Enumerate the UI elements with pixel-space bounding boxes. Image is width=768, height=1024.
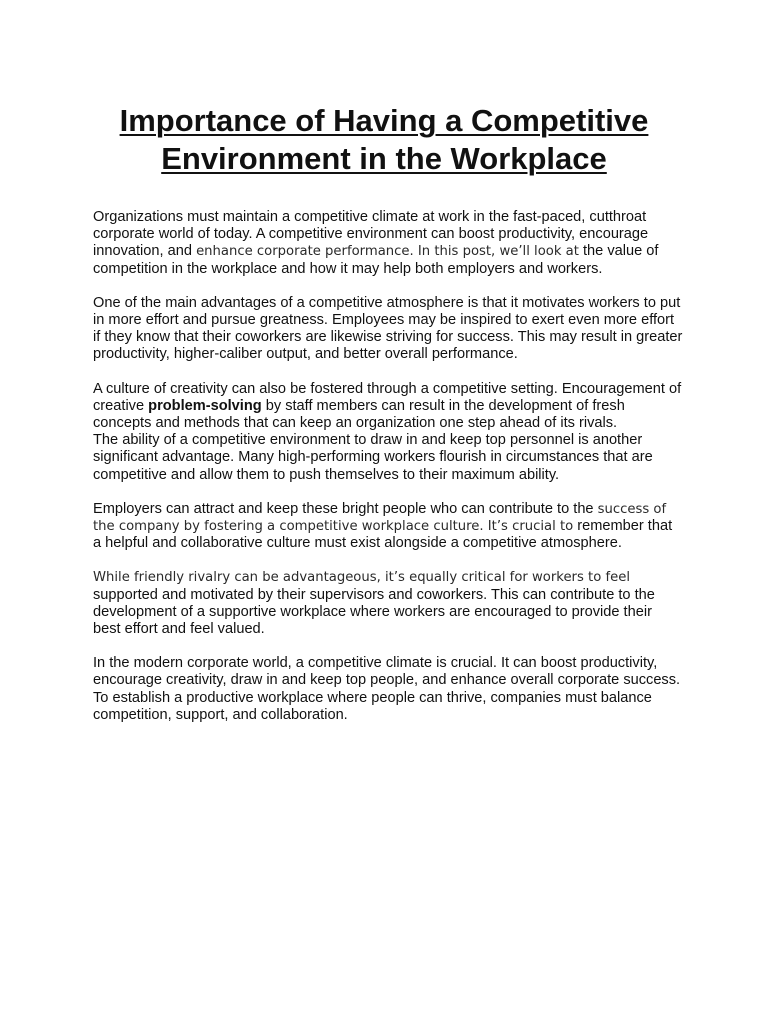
- paragraph-support-part-1: While friendly rivalry can be advantageous, it’s equally critical for workers to feel: [93, 570, 631, 586]
- paragraph-intro: [93, 209, 683, 278]
- paragraph-intro-part-2: enhance corporate performance. In this post, we’ll look at: [196, 244, 579, 260]
- paragraph-intro-part-3: the value of competition in the workplace and how it may help both employers and workers.: [93, 243, 659, 277]
- paragraph-creativity: [93, 381, 683, 433]
- paragraph-culture-part-1: Employers can attract and keep these bright people who can contribute to the: [93, 500, 598, 517]
- paragraph-creativity-part-2: by staff members can result in the development of fresh concepts and methods that can keep an organization one step ahead of its rivals.: [93, 397, 625, 432]
- paragraph-intro-part-1: Organizations must maintain a competitive climate at work in the fast-paced, cutthroat corporate world of today. A competitive environment can boost productivity, encourage innovation, and: [93, 209, 649, 260]
- paragraph-support: [93, 569, 683, 638]
- paragraph-culture: [93, 501, 683, 553]
- title-line-1: Importance of Having a Competitive: [119, 103, 649, 138]
- paragraph-culture-part-3: remember that a helpful and collaborative culture must exist alongside a competitive atmosphere.: [93, 518, 673, 552]
- title-line-2: Environment in the Workplace: [161, 141, 607, 176]
- paragraph-creativity-part-1: A culture of creativity can also be fostered through a competitive setting. Encouragement of creative: [93, 380, 682, 414]
- paragraph-support-part-2: supported and motivated by their supervisors and coworkers. This can contribute to the development of a supportive workplace where workers are encouraged to provide their best effort and feel valued.: [93, 586, 655, 638]
- document-title: [0, 102, 768, 178]
- paragraph-culture-part-2: success of the company by fostering a competitive workplace culture. It’s crucial to: [93, 501, 667, 535]
- document-body: [93, 209, 683, 741]
- paragraph-talent: The ability of a competitive environment to draw in and keep top personnel is another significant advantage. Many high-performing workers flourish in circumstances that are competitive and allow them to push themselves to their maximum ability.: [93, 432, 653, 483]
- paragraph-conclusion: In the modern corporate world, a competitive climate is crucial. It can boost productivity, encourage creativity, draw in and keep top people, and enhance overall corporate success. To establish a productive workplace where people can thrive, companies must balance competition, support, and collaboration.: [93, 655, 681, 723]
- problem-solving-bold: problem-solving: [148, 397, 262, 414]
- paragraph-motivation: One of the main advantages of a competitive atmosphere is that it motivates workers to put in more effort and pursue greatness. Employees may be inspired to exert even more effort if they know that their coworkers are likewise striving for success. This may result in greater productivity, higher-caliber output, and better overall performance.: [93, 294, 683, 363]
